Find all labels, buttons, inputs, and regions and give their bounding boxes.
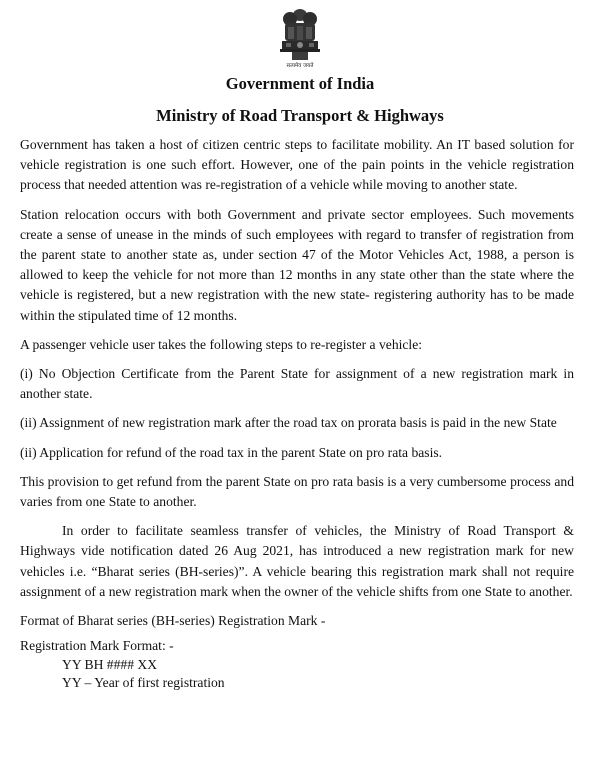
- document-title: Government of India: [225, 74, 375, 93]
- paragraph-intro: Government has taken a host of citizen centric steps to facilitate mobility. An IT based solution for vehicle registration is one such effort. However, one of the pain points in the vehicle registration process that needed attention was re-registration of a vehicle while moving to another state.: [20, 137, 574, 193]
- national-emblem-logo: [270, 5, 330, 69]
- registration-format-block: [20, 637, 574, 693]
- list-item-step-1: (i) No Objection Certificate from the Parent State for assignment of a new registration mark in another state.: [20, 366, 574, 402]
- paragraph-relocation: Station relocation occurs with both Government and private sector employees. Such movements create a sense of unease in the minds of such employees with regard to transfer of registration from the parent state to another state as, under section 47 of the Motor Vehicles Act, 1988, a person is allowed to keep the vehicle for not more than 12 months in any state other than the state where the vehicle is registered, but a new registration with the new state- registering authority has to be made within the stipulated time of 12 months.: [20, 206, 574, 323]
- paragraph-bh-series: In order to facilitate seamless transfer of vehicles, the Ministry of Road Transport & Highways vide notification dated 26 Aug 2021, has introduced a new registration mark for new vehicles i.e. “Bharat series (BH-series)”. A vehicle bearing this registration mark shall not require assignment of a new registration mark when the owner of the vehicle shifts from one State to another.: [20, 523, 574, 599]
- list-item-step-3: (ii) Application for refund of the road tax in the parent State on pro rata basis.: [20, 444, 443, 460]
- format-yy-description: YY – Year of first registration: [62, 675, 225, 691]
- format-example: YY BH #### XX: [62, 656, 158, 672]
- paragraph-cumbersome: This provision to get refund from the parent State on pro rata basis is a very cumbersome process and varies from one State to another.: [20, 473, 574, 510]
- document-body: [20, 135, 574, 693]
- ministry-name: Ministry of Road Transport & Highways: [156, 106, 444, 125]
- svg-text:सत्यमेव जयते: सत्यमेव जयते: [286, 63, 314, 69]
- list-item-step-2: (ii) Assignment of new registration mark after the road tax on prorata basis is paid in the new State: [20, 415, 557, 431]
- paragraph-steps-intro: A passenger vehicle user takes the following steps to re-register a vehicle:: [20, 336, 423, 352]
- format-label: Registration Mark Format: -: [20, 638, 174, 654]
- paragraph-format-heading: Format of Bharat series (BH-series) Registration Mark -: [20, 613, 326, 629]
